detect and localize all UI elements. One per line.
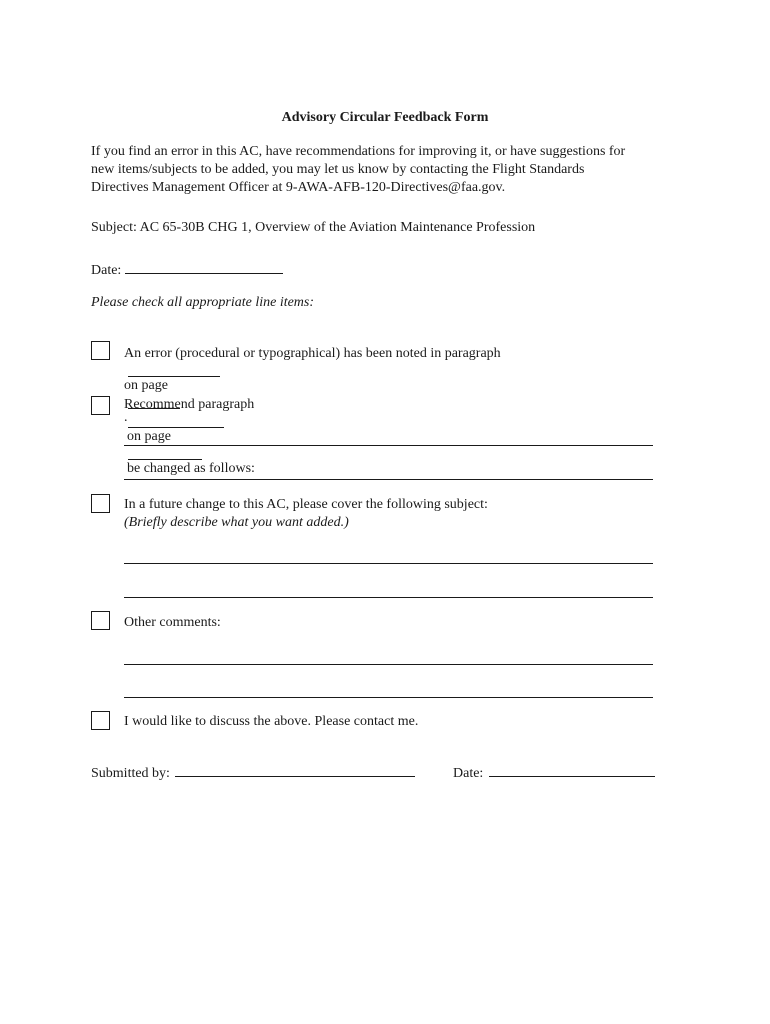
date-blank[interactable] [125,260,283,274]
recommend-line-2[interactable] [124,479,653,480]
item-recommend-change [124,396,255,478]
submitted-by-label: Submitted by: [91,766,170,781]
signature-date-blank[interactable] [489,763,655,777]
date-field [91,260,283,280]
intro-line-2: new items/subjects to be added, you may let us know by contacting the Flight Standards [91,162,585,177]
paragraph-blank[interactable] [128,363,220,377]
future-change-line-2[interactable] [124,597,653,598]
other-comments-line-2[interactable] [124,697,653,698]
item-error-text: An error (procedural or typographical) has been noted in paragraph [124,346,501,361]
signature-date-field [453,763,655,783]
instructions: Please check all appropriate line items: [91,295,315,310]
recommend-changed-label: be changed as follows: [127,461,255,476]
recommend-line-1[interactable] [124,445,653,446]
checkbox-contact-me[interactable] [91,711,110,730]
item-error-page-label: on page [124,378,168,393]
recommend-paragraph-label: Recommend paragraph [124,397,255,412]
recommend-paragraph-blank[interactable] [128,414,224,428]
checkbox-recommend-change[interactable] [91,396,110,415]
subject-line: Subject: AC 65-30B CHG 1, Overview of the Aviation Maintenance Profession [91,220,536,235]
item-other-comments: Other comments: [124,615,221,630]
intro-paragraph [91,143,681,197]
other-comments-line-1[interactable] [124,664,653,665]
submitted-by-field [91,763,415,783]
future-change-hint: (Briefly describe what you want added.) [124,515,349,530]
checkbox-other-comments[interactable] [91,611,110,630]
item-future-change [124,496,488,532]
signature-blank[interactable] [175,763,415,777]
recommend-page-blank[interactable] [128,446,202,460]
item-contact-me: I would like to discuss the above. Please contact me. [124,714,419,729]
recommend-page-label: on page [127,429,171,444]
intro-line-1: If you find an error in this AC, have recommendations for improving it, or have suggestions for [91,144,626,159]
item-error-period: . [124,410,128,425]
future-change-line-1[interactable] [124,563,653,564]
form-title: Advisory Circular Feedback Form [281,110,489,125]
future-change-text: In a future change to this AC, please cover the following subject: [124,497,488,512]
signature-date-label: Date: [453,766,484,781]
date-label: Date: [91,263,122,278]
checkbox-error-noted[interactable] [91,341,110,360]
intro-line-3: Directives Management Officer at 9-AWA-AFB-120-Directives@faa.gov. [91,180,506,195]
checkbox-future-change[interactable] [91,494,110,513]
